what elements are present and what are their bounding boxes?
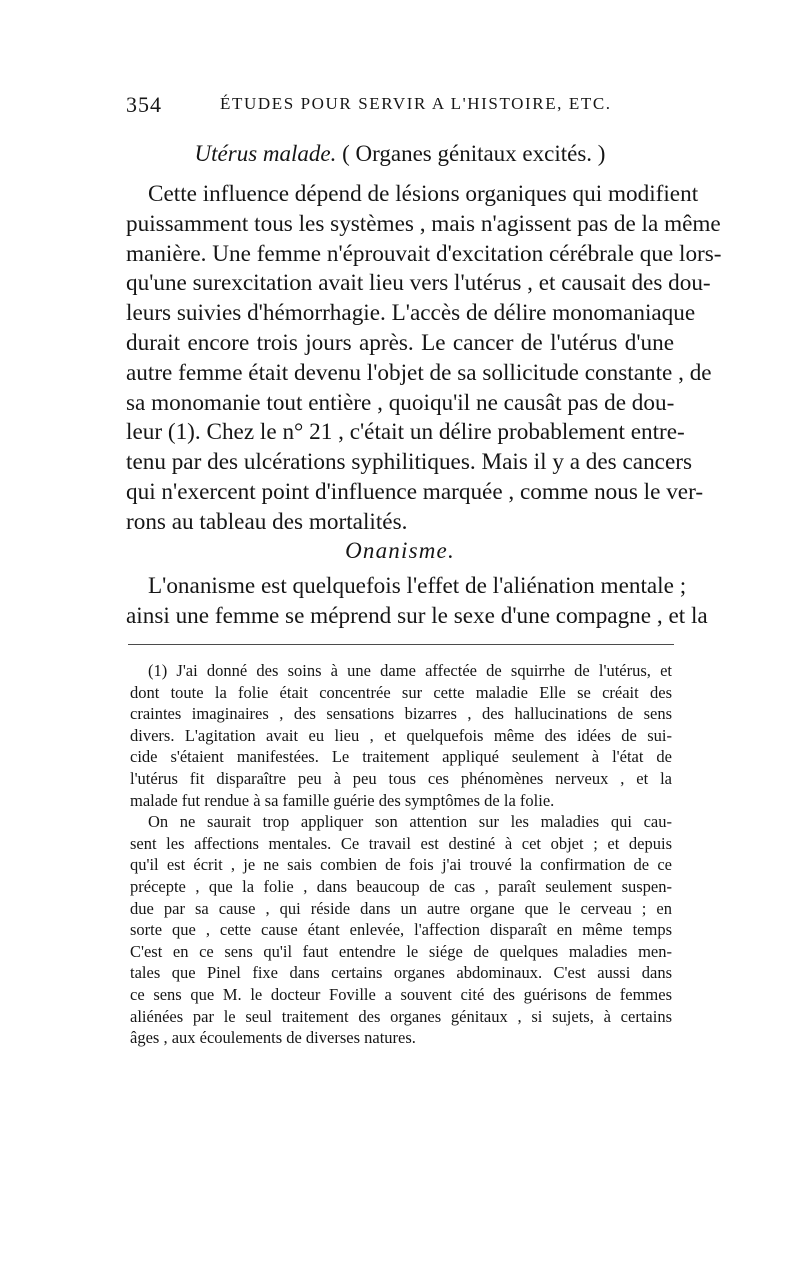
footnote-line: cide s'étaient manifestées. Le traitement appliqué seulement à l'état de <box>130 747 672 767</box>
text-line: qu'une surexcitation avait lieu vers l'utérus , et causait des dou- <box>126 270 711 297</box>
footnote-line: sorte que , cette cause étant enlevée, l'affection disparaît en même temps <box>130 920 672 940</box>
text-line: durait encore trois jours après. Le cancer de l'utérus d'une <box>126 329 674 356</box>
text-line: ainsi une femme se méprend sur le sexe d'une compagne , et la <box>126 602 708 629</box>
text-line: Cette influence dépend de lésions organiques qui modifient <box>148 181 699 207</box>
text-line: rons au tableau des mortalités. <box>126 508 408 535</box>
text-line: sa monomanie tout entière , quoiqu'il ne causât pas de dou- <box>126 389 675 416</box>
section-heading-uterus-title: Utérus malade. <box>194 141 337 166</box>
page-number: 354 <box>126 92 162 117</box>
footnote-line: due par sa cause , qui réside dans un autre organe que le cerveau ; en <box>130 898 672 918</box>
footnote-line: divers. L'agitation avait eu lieu , et quelquefois même des idées de sui- <box>130 725 672 745</box>
text-line: qui n'exercent point d'influence marquée , comme nous le ver- <box>126 478 704 505</box>
footnote-line: craintes imaginaires , des sensations bizarres , des hallucinations de sens <box>130 704 672 724</box>
footnote-line: l'utérus fit disparaître peu à peu tous ces phénomènes nerveux , et la <box>130 768 672 788</box>
section-heading-onanism: Onanisme. <box>345 538 455 563</box>
text-line: L'onanisme est quelquefois l'effet de l'aliénation mentale ; <box>148 573 687 599</box>
text-line: leur (1). Chez le n° 21 , c'était un délire probablement entre- <box>126 419 685 446</box>
footnote-line: (1) J'ai donné des soins à une dame affectée de squirrhe de l'utérus, et <box>148 661 672 680</box>
footnote-line: On ne saurait trop appliquer son attention sur les maladies qui cau- <box>148 812 672 832</box>
footnote-line: C'est en ce sens qu'il faut entendre le siége de quelques maladies men- <box>130 941 672 961</box>
footnote-line: ce sens que M. le docteur Foville a souvent cité des guérisons de femmes <box>130 984 672 1004</box>
footnote-line: dont toute la folie était concentrée sur cette maladie Elle se créait des <box>130 682 672 702</box>
paragraph-uterus <box>126 180 722 538</box>
paragraph-onanism <box>126 572 708 632</box>
running-head <box>126 92 674 122</box>
text-line: leurs suivies d'hémorrhagie. L'accès de délire monomaniaque <box>126 300 696 327</box>
text-line: tenu par des ulcérations syphilitiques. Mais il y a des cancers <box>126 449 693 476</box>
footnote-line: précepte , que la folie , dans beaucoup de cas , paraît seulement suspen- <box>130 876 672 896</box>
footnote-line: sent les affections mentales. Ce travail est destiné à cet objet ; et depuis <box>130 833 672 853</box>
footnote-line: âges , aux écoulements de diverses natures. <box>130 1028 416 1048</box>
section-heading-uterus <box>126 141 674 167</box>
text-line: autre femme était devenu l'objet de sa sollicitude constante , de <box>126 359 712 386</box>
footnote-line: malade fut rendue à sa famille guérie des symptômes de la folie. <box>130 790 555 810</box>
footnote-separator <box>128 644 674 645</box>
text-line: puissamment tous les systèmes , mais n'agissent pas de la même <box>126 210 721 237</box>
footnote-line: aliénées par le seul traitement des organes génitaux , si sujets, à certains <box>130 1006 672 1026</box>
footnote-line: tales que Pinel fixe dans certains organes abdominaux. C'est aussi dans <box>130 963 672 983</box>
running-title: ÉTUDES POUR SERVIR A L'HISTOIRE, ETC. <box>220 94 612 113</box>
footnote-line: qu'il est écrit , je ne sais combien de fois j'ai trouvé la confirmation de ce <box>130 855 672 875</box>
footnote <box>130 660 672 1049</box>
text-line: manière. Une femme n'éprouvait d'excitation cérébrale que lors- <box>126 240 722 267</box>
section-heading-uterus-note: ( Organes génitaux excités. ) <box>336 141 606 166</box>
